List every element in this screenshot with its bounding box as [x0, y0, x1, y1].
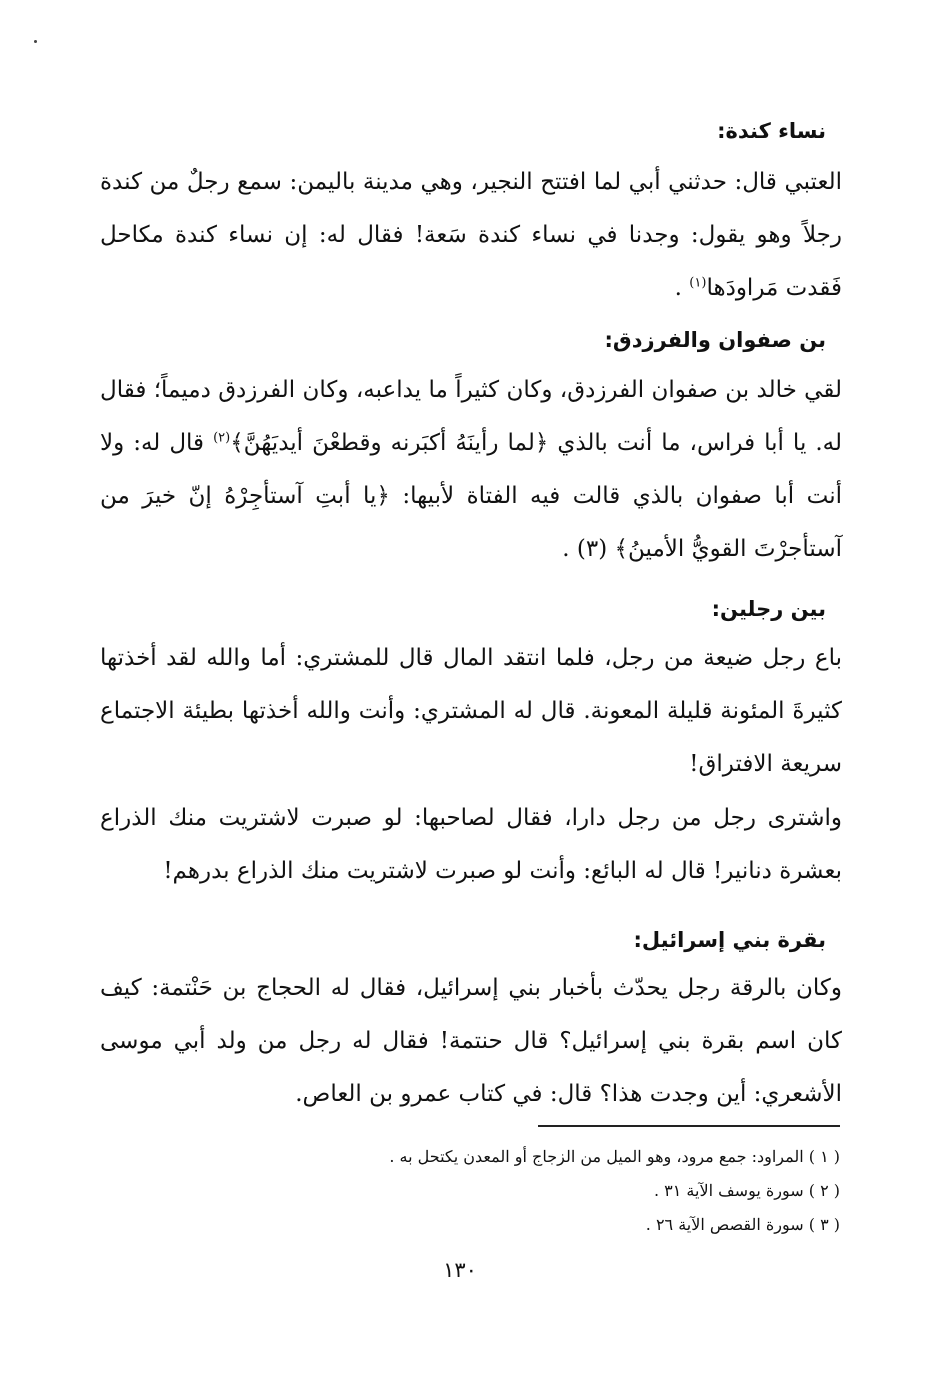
paragraph-kinda-women — [100, 156, 842, 315]
footnote-1: ( ١ ) المراود: جمع مرود، وهو الميل من الزجاج أو المعدن يكتحل به . — [389, 1147, 840, 1166]
paragraph-text: العتبي قال: حدثني أبي لما افتتح النجير، وهي مدينة باليمن: سمع رجلٌ من كندة رجلاً وهو يقول: وجدنا في نساء كندة سَعة! فقال له: إن نساء كندة مكاحل فَقدت مَراودَها — [100, 169, 842, 301]
section-title-kinda-women: نساء كندة: — [717, 119, 826, 143]
footnote-ref-2: (٢) — [213, 430, 231, 446]
paragraph-ibn-safwan — [100, 364, 842, 576]
paragraph-tail: قال له: ولا أنت أبا صفوان بالذي قالت فيه الفتاة لأبيها: ﴿يا أبتِ آستأجِرْهُ إنّ خيرَ من آستأجرْتَ القويُّ الأمينُ﴾ (٣) . — [100, 430, 842, 562]
footnote-divider — [538, 1125, 840, 1127]
section-title-two-men: بين رجلين: — [711, 597, 826, 621]
footnote-3: ( ٣ ) سورة القصص الآية ٢٦ . — [645, 1215, 840, 1234]
paragraph-two-men-1: باع رجل ضيعة من رجل، فلما انتقد المال قال للمشتري: أما والله لقد أخذتها كثيرةَ المئونة قليلة المعونة. قال له المشتري: وأنت والله أخذتها بطيئة الاجتماع سريعة الافتراق! — [100, 645, 842, 777]
page-number: ١٣٠ — [443, 1258, 477, 1282]
footnotes — [100, 1140, 840, 1242]
paragraph-cow-of-israel: وكان بالرقة رجل يحدّث بأخبار بني إسرائيل، فقال له الحجاج بن حَنْتمة: كيف كان اسم بقرة بني إسرائيل؟ قال حنتمة! فقال له رجل من ولد أبي موسى الأشعري: أين وجدت هذا؟ قال: في كتاب عمرو بن العاص. — [100, 975, 842, 1107]
footnote-ref-1: (١) — [689, 275, 707, 291]
paragraph-text: لقي خالد بن صفوان الفرزدق، وكان كثيراً ما يداعبه، وكان الفرزدق دميماً؛ فقال له. يا أبا فراس، ما أنت بالذي ﴿لما رأينَهُ أكبَرنه وقطعْنَ أيديَهُنَّ﴾ — [100, 377, 843, 456]
scan-speck — [34, 40, 37, 43]
paragraph-two-men-2: واشترى رجل من رجل دارا، فقال لصاحبها: لو صبرت لاشتريت منك الذراع بعشرة دنانير! قال له البائع: وأنت لو صبرت لاشتريت منك الذراع بدرهم! — [100, 805, 842, 884]
footnote-2: ( ٢ ) سورة يوسف الآية ٣١ . — [653, 1181, 840, 1200]
section-title-cow-of-israel: بقرة بني إسرائيل: — [633, 928, 826, 952]
section-title-ibn-safwan: بن صفوان والفرزدق: — [604, 328, 826, 352]
paragraph-tail: . — [674, 275, 690, 301]
